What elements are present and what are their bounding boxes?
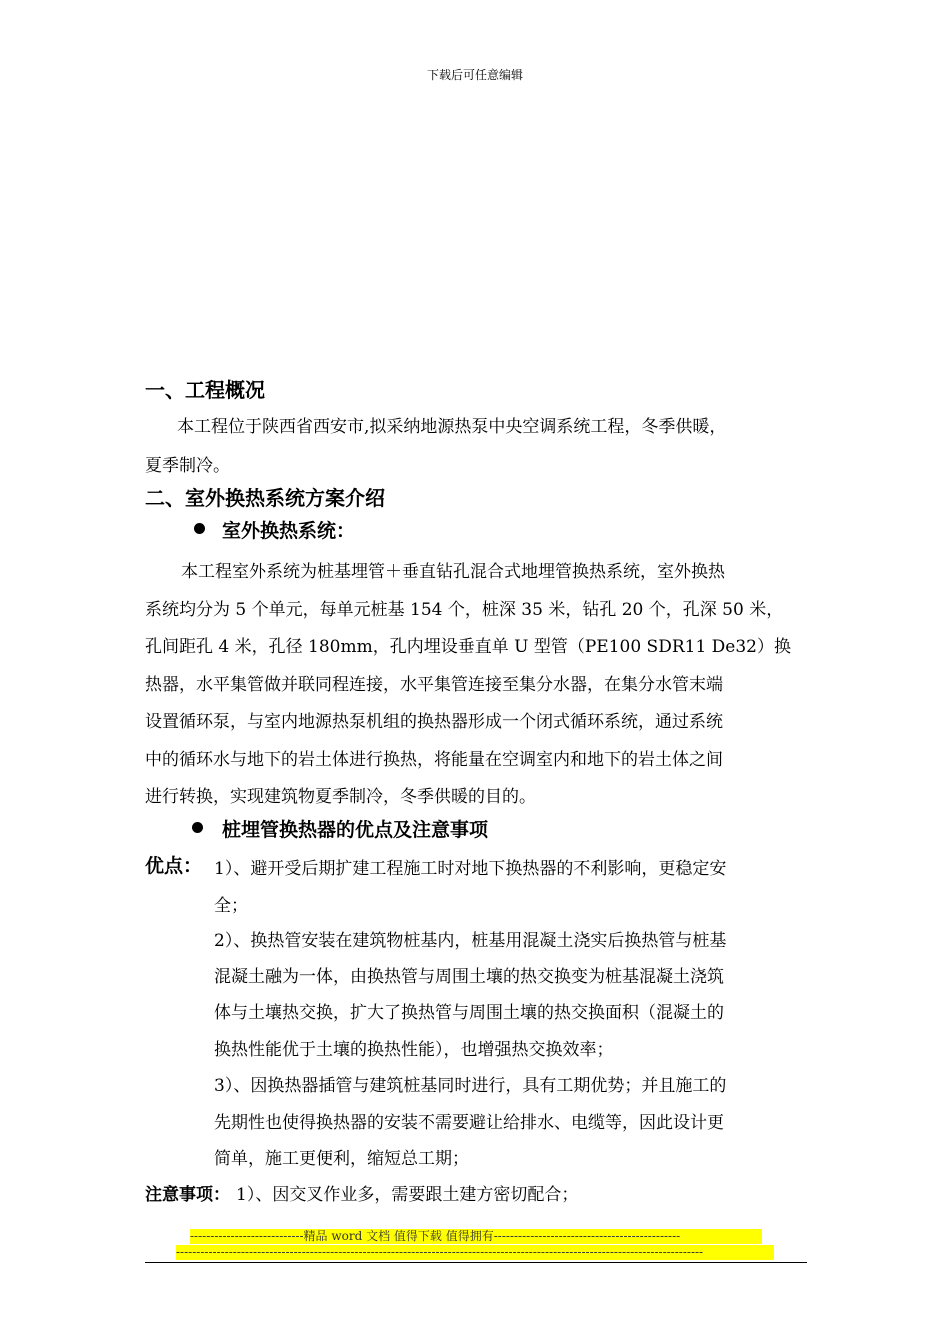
notes-line-1: 1）、因交叉作业多，需要跟土建方密切配合； [236,1185,579,1205]
advantage-line-6: 换热性能优于土壤的换热性能），也增强热交换效率； [214,1040,614,1060]
body-line-4: 热器，水平集管做并联同程连接，水平集管连接至集分水器，在集分水管末端 [145,675,723,695]
section1-line-1: 本工程位于陕西省西安市,拟采纳地源热泵中央空调系统工程，冬季供暖， [177,417,727,437]
notes-label: 注意事项： [145,1185,230,1205]
body-line-1: 本工程室外系统为桩基埋管＋垂直钻孔混合式地埋管换热系统，室外换热 [181,562,725,582]
advantage-line-8: 先期性也使得换热器的安装不需要避让给排水、电缆等，因此设计更 [214,1113,724,1133]
section2-heading: 二、室外换热系统方案介绍 [145,486,385,510]
body-line-5: 设置循环泵，与室内地源热泵机组的换热器形成一个闭式循环系统，通过系统 [145,712,723,732]
section1-line-2: 夏季制冷。 [145,456,230,476]
advantage-line-5: 体与土壤热交换，扩大了换热管与周围土壤的热交换面积（混凝土的 [214,1003,724,1023]
advantage-line-2: 全； [214,896,248,916]
body-line-2: 系统均分为 5 个单元，每单元桩基 154 个，桩深 35 米，钻孔 20 个，孔深 50 米， [145,600,784,620]
bullet-icon [192,822,203,833]
bullet2-title: 桩埋管换热器的优点及注意事项 [222,819,489,841]
bullet1-title: 室外换热系统： [222,520,356,542]
footer-divider [145,1262,807,1263]
body-line-7: 进行转换，实现建筑物夏季制冷，冬季供暖的目的。 [145,787,536,807]
header-note: 下载后可任意编辑 [426,68,523,82]
body-line-3: 孔间距孔 4 米，孔径 180mm，孔内埋设垂直单 U 型管（PE100 SDR11 De32）换 [145,637,791,657]
advantage-line-1: 1）、避开受后期扩建工程施工时对地下换热器的不利影响，更稳定安 [214,859,727,879]
advantage-line-7: 3）、因换热器插管与建筑桩基同时进行，具有工期优势；并且施工的 [214,1076,727,1096]
advantage-line-3: 2）、换热管安装在建筑物桩基内，桩基用混凝土浇实后换热管与桩基 [214,931,727,951]
section1-heading: 一、工程概况 [145,378,265,402]
body-line-6: 中的循环水与地下的岩土体进行换热，将能量在空调室内和地下的岩土体之间 [145,750,723,770]
bullet-icon [194,523,205,534]
footer-banner-line1: ----------------------------精品 word 文档 值得下载 值得拥有---------------------------------------------- [190,1229,762,1244]
footer-banner-line2: ---------------------------------------------------------------------------------------------------------------------------------- [176,1245,774,1260]
advantage-line-9: 简单，施工更便利，缩短总工期； [214,1149,469,1169]
advantages-label: 优点： [145,855,203,877]
advantage-line-4: 混凝土融为一体，由换热管与周围土壤的热交换变为桩基混凝土浇筑 [214,967,724,987]
